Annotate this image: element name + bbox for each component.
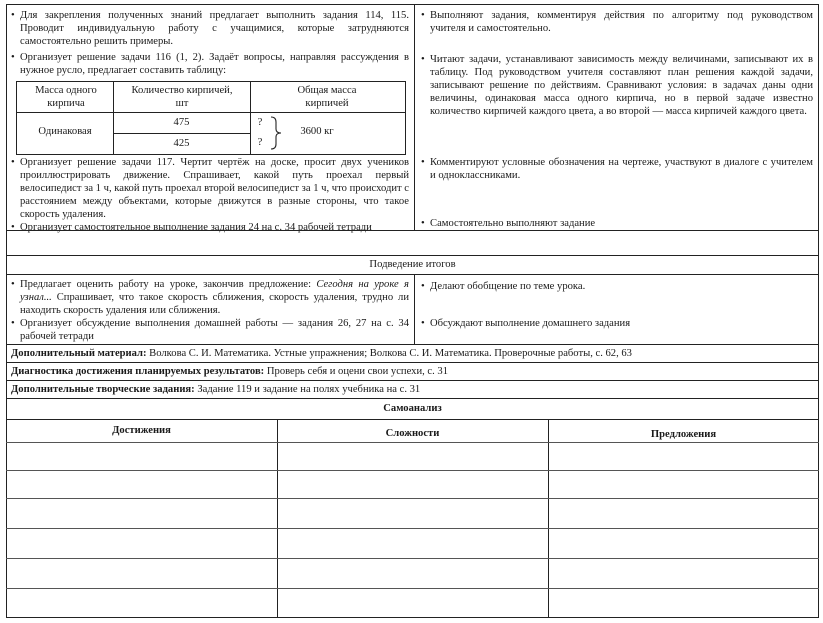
left-item-3: • Организует решение задачи 117. Чертит чертёж на доске, просит двух учеников проиллюстрировать движение. Спрашивает, какой путь проехал первый велосипедист за 1 ч, какой путь проехал второй велосипедист за 1 ч, что происходит с расстоянием между объектами, которые движутся в разные стороны, что такое скорость удаления. (11, 157, 409, 222)
sa-column-suggestions: Предложения (650, 429, 717, 440)
additional-material: Дополнительный материал: Волкова С. И. Математика. Устные упражнения; Волкова С. И. Математика. Проверочные работы, с. 62, 63 (11, 348, 632, 359)
right-item-2: • Читают задачи, устанавливают зависимость между величинами, записывают их в таблицу. Под руководством учителя составляют план решения каждой задачи, записывают решение по действиям. Сравнивают условия: в задачах даны одни величины, одинаковая масса одного кирпича, но в первой задаче известно количество кирпичей каждого цвета, а во второй — масса кирпичей каждого цвета. (421, 54, 813, 119)
table-count-1: 475 (173, 117, 190, 128)
left-item-4: • Организует самостоятельное выполнение задания 24 на с. 34 рабочей тетради (11, 222, 409, 235)
right-item-3: • Комментируют условные обозначения на чертеже, участвуют в диалоге с учителем и одноклассниками. (421, 157, 813, 183)
table-header-count: Количество кирпичей, шт (131, 85, 233, 109)
sa-column-difficulties: Сложности (385, 428, 440, 439)
right-item-1: • Выполняют задания, комментируя действия по алгоритму под руководством учителя и самостоятельно. (421, 10, 813, 36)
summary-title: Подведение итогов (369, 259, 456, 270)
sa-row-line (6, 558, 819, 559)
bricks-table (16, 81, 406, 155)
sa-column-achievements: Достижения (112, 425, 171, 436)
sa-row-line (6, 588, 819, 589)
divider-1 (6, 230, 819, 231)
diagnostics: Диагностика достижения планируемых результатов: Проверь себя и оцени свои успехи, с. 31 (11, 366, 449, 377)
top-column-divider (414, 4, 415, 230)
summary-right-item-1: • Делают обобщение по теме урока. (421, 281, 813, 294)
top-left-column (11, 10, 409, 81)
left-item-1: • Для закрепления полученных знаний предлагает выполнить задания 114, 115. Проводит индивидуальную работу с учащимися, которые затрудняются самостоятельно решить примеры. (11, 10, 409, 49)
sa-row-line (6, 470, 819, 471)
table-total: 3600 кг (300, 126, 334, 137)
left-item-2: • Организует решение задачи 116 (1, 2). Задаёт вопросы, направляя рассуждения в нужное русло, предлагает составить таблицу: (11, 52, 409, 78)
summary-left-column (11, 279, 409, 344)
summary-column-divider (414, 274, 415, 344)
sa-row-line (6, 442, 819, 443)
table-row-label: Одинаковая (38, 126, 92, 137)
summary-left-item-1: • Предлагает оценить работу на уроке, закончив предложение: Сегодня на уроке я узнал... Спрашивает, что такое скорость сближения, скорость удаления, трудно ли находить скорость удаления или сближения. (11, 279, 409, 318)
top-left-column-after (11, 157, 409, 235)
divider-2 (6, 255, 819, 256)
right-item-4: • Самостоятельно выполняют задание (421, 218, 813, 231)
creative-tasks: Дополнительные творческие задания: Задание 119 и задание на полях учебника на с. 31 (11, 384, 421, 395)
table-unknown-2: ? (257, 137, 263, 148)
table-header-total: Общая масса кирпичей (297, 85, 357, 109)
sa-row-line (6, 498, 819, 499)
table-unknown-1: ? (257, 117, 263, 128)
sa-row-line (6, 528, 819, 529)
table-header-mass: Масса одного кирпича (35, 85, 97, 109)
table-count-2: 425 (173, 138, 190, 149)
summary-left-item-2: • Организует обсуждение выполнения домашней работы — задания 26, 27 на с. 34 рабочей тетради (11, 318, 409, 344)
self-analysis-title: Самоанализ (383, 403, 442, 414)
curly-brace-icon (269, 116, 283, 150)
top-right-column (421, 10, 813, 36)
summary-right-item-2: • Обсуждают выполнение домашнего задания (421, 318, 813, 331)
